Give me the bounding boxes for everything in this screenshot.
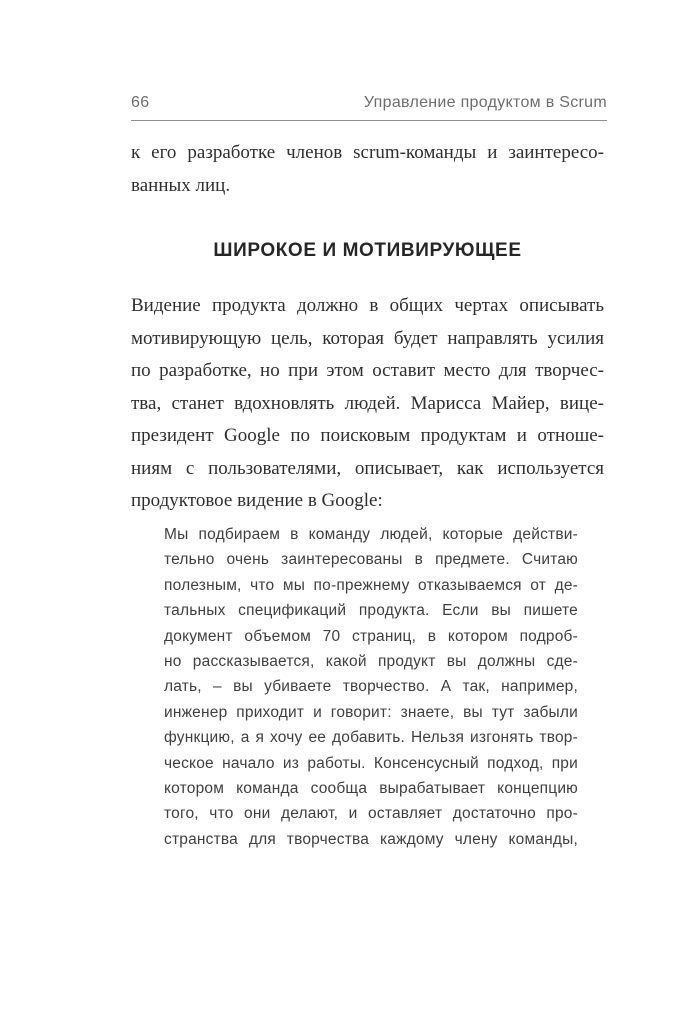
text-line: к его разработке членов scrum-команды и заинтересо- <box>131 142 604 163</box>
text-line: мотивирующую цель, которая будет направлять усилия <box>131 327 604 349</box>
blockquote-mayer <box>164 522 578 852</box>
text-line: тва, станет вдохновлять людей. Марисса Майер, вице- <box>131 392 604 414</box>
page-number: 66 <box>131 94 150 111</box>
text-line: документ объемом 70 страниц, в котором подроб- <box>164 627 578 645</box>
paragraph-vision <box>131 290 604 518</box>
running-title: Управление продуктом в Scrum <box>363 94 607 111</box>
text-line: котором команда сообща вырабатывает концепцию <box>164 780 578 798</box>
text-line: ванных лиц. <box>131 174 231 196</box>
text-line: того, что они делают, и оставляет достаточно про- <box>164 805 578 823</box>
section-heading: ШИРОКОЕ И МОТИВИРУЮЩЕЕ <box>213 240 522 261</box>
text-line: ниям с пользователями, описывает, как используется <box>131 457 604 479</box>
text-line: тельно очень заинтересованы в предмете. Считаю <box>164 551 578 569</box>
text-line: Мы подбираем в команду людей, которые действи- <box>164 526 578 543</box>
text-line: продуктовое видение в Google: <box>131 490 383 511</box>
paragraph-continuation <box>131 137 604 202</box>
text-line: тальных спецификаций продукта. Если вы пишете <box>164 602 578 620</box>
text-line: президент Google по поисковым продуктам и отноше- <box>131 425 604 446</box>
text-line: Видение продукта должно в общих чертах описывать <box>131 295 604 316</box>
text-line: полезным, что мы по-прежнему отказываемся от де- <box>164 576 578 594</box>
text-line: ческое начало из работы. Консенсусный подход, при <box>164 754 578 772</box>
header-rule <box>131 120 607 121</box>
text-line: лать, – вы убиваете творчество. А так, например, <box>164 678 578 696</box>
running-header <box>131 94 607 112</box>
text-line: но рассказывается, какой продукт вы должны сде- <box>164 653 578 671</box>
text-line: функцию, а я хочу ее добавить. Нельзя изгонять твор- <box>164 729 578 747</box>
text-line: странства для творчества каждому члену команды, <box>164 830 578 848</box>
text-line: инженер приходит и говорит: знаете, вы тут забыли <box>164 703 578 721</box>
text-line: по разработке, но при этом оставит место для творчес- <box>131 360 604 381</box>
